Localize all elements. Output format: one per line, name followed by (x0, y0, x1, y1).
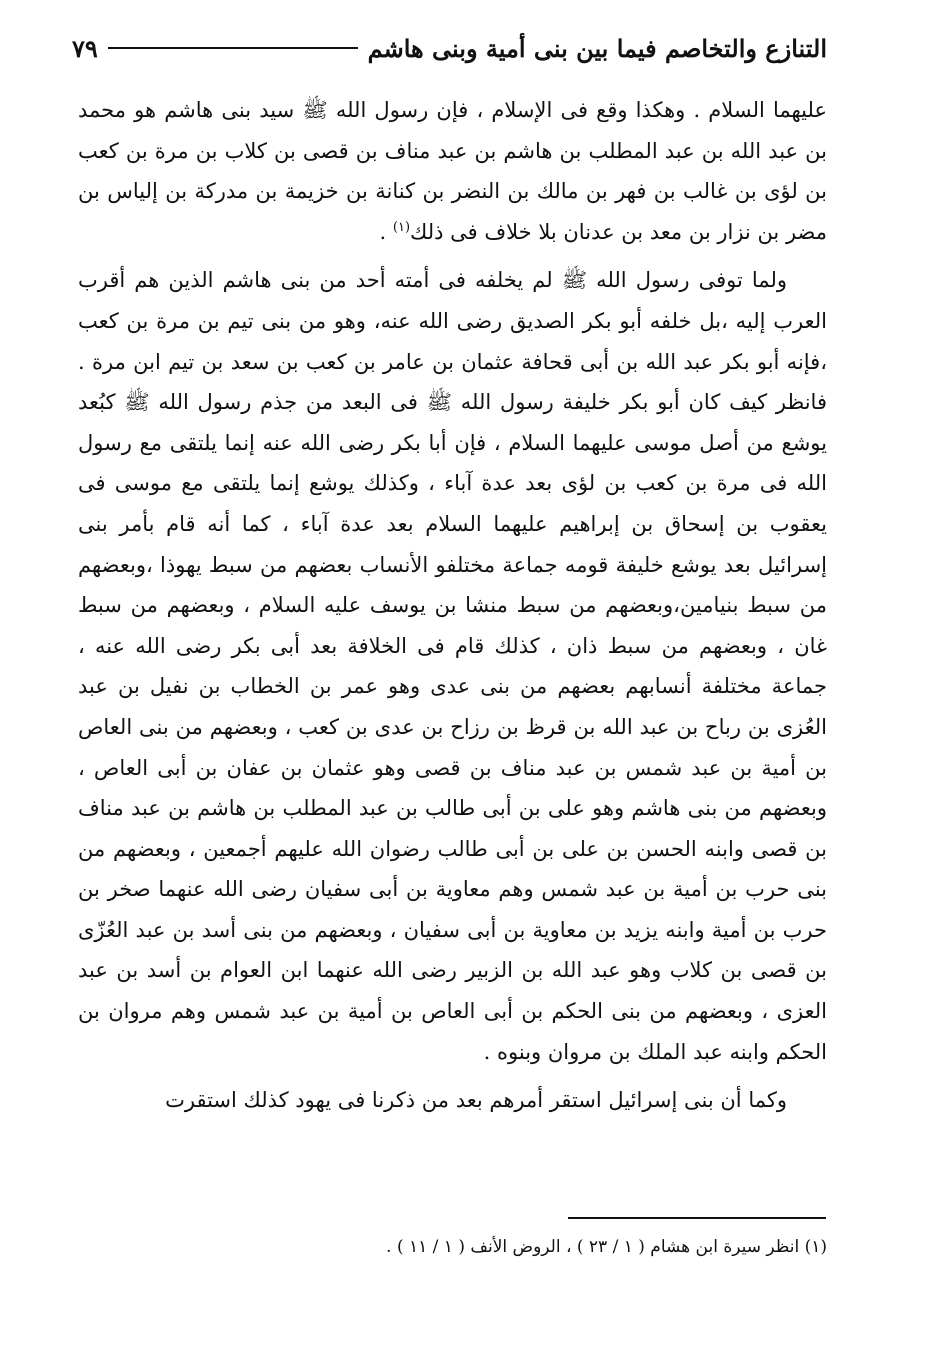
footnote-rule (568, 1217, 826, 1219)
footnote: (١) انظر سيرة ابن هشام ( ١ / ٢٣ ) ، الروض الأنف ( ١ / ١١ ) . (386, 1237, 827, 1257)
body-text (78, 90, 827, 1121)
footnote-marker: (١) (392, 219, 411, 235)
paragraph-1-text: عليهما السلام . وهكذا وقع فى الإسلام ، فإن رسول الله ﷺ سيد بنى هاشم هو محمد بن عبد الله بن عبد المطلب بن هاشم بن عبد مناف بن قصى بن كلاب بن مرة بن كعب بن لؤى بن غالب بن فهر بن مالك بن النضر بن كنانة بن خزيمة بن مدركة بن إلياس بن مضر بن نزار بن معد بن عدنان بلا خلاف فى ذلك (78, 98, 827, 244)
page-number: ٧٩ (72, 33, 98, 63)
paragraph-1 (78, 90, 827, 252)
paragraph-3: وكما أن بنى إسرائيل استقر أمرهم بعد من ذكرنا فى يهود كذلك استقرت (165, 1088, 787, 1113)
header-title: التنازع والتخاصم فيما بين بنى أمية وبنى هاشم (367, 33, 827, 63)
paragraph-2: ولما توفى رسول الله ﷺ لم يخلفه فى أمته أحد من بنى هاشم الذين هم أقرب العرب إليه ،بل خلفه أبو بكر الصديق رضى الله عنه، وهو من بنى تيم بن مرة بن كعب ،فإنه أبو بكر عبد الله بن أبى قحافة عثمان بن عامر بن كعب بن سعد بن تيم ابن مرة . فانظر كيف كان أبو بكر خليفة رسول الله ﷺ فى البعد من جذم رسول الله ﷺ كبُعد يوشع من أصل موسى عليهما السلام ، فإن أبا بكر رضى الله عنه إنما يلتقى مع رسول الله فى مرة بن كعب بن لؤى بعد عدة آباء ، وكذلك يوشع إنما يلتقى مع موسى فى يعقوب بن إسحاق بن إبراهيم عليهما السلام بعد عدة آباء ، كما أنه قام بأمر بنى إسرائيل بعد يوشع خليفة قومه جماعة مختلفو الأنساب بعضهم من سبط يهوذا ،وبعضهم من سبط بنيامين،وبعضهم من سبط منشا بن يوسف عليه السلام ، وبعضهم من سبط غان ، وبعضهم من سبط ذان ، كذلك قام فى الخلافة بعد أبى بكر رضى الله عنه ، جماعة مختلفة أنسابهم بعضهم من بنى عدى وهو عمر بن الخطاب بن نفيل بن عبد العُزى بن رباح بن عبد الله بن قرظ بن رزاح بن عدى بن كعب ، وبعضهم من بنى العاص بن أمية بن عبد شمس بن عبد مناف بن قصى وهو عثمان بن عفان بن أبى العاص ، وبعضهم من بنى هاشم وهو على بن أبى طالب بن عبد المطلب بن هاشم بن عبد مناف بن قصى وابنه الحسن بن على بن أبى طالب رضوان الله عليهم أجمعين ، وبعضهم من بنى حرب بن أمية بن عبد شمس وهم معاوية بن أبى سفيان رضى الله عنهما صخر بن حرب بن أمية وابنه يزيد بن معاوية بن أبى سفيان ، وبعضهم من بنى أسد بن عبد العُزّى بن قصى بن كلاب وهو عبد الله بن الزبير رضى الله عنهما ابن العوام بن أسد بن عبد العزى ، وبعضهم من بنى الحكم بن أبى العاص بن أمية بن عبد شمس وهم مروان بن الحكم وابنه عبد الملك بن مروان وبنوه . (78, 268, 827, 1064)
header-rule (108, 47, 358, 49)
paragraph-1-end: . (379, 219, 393, 244)
running-header (72, 28, 827, 68)
